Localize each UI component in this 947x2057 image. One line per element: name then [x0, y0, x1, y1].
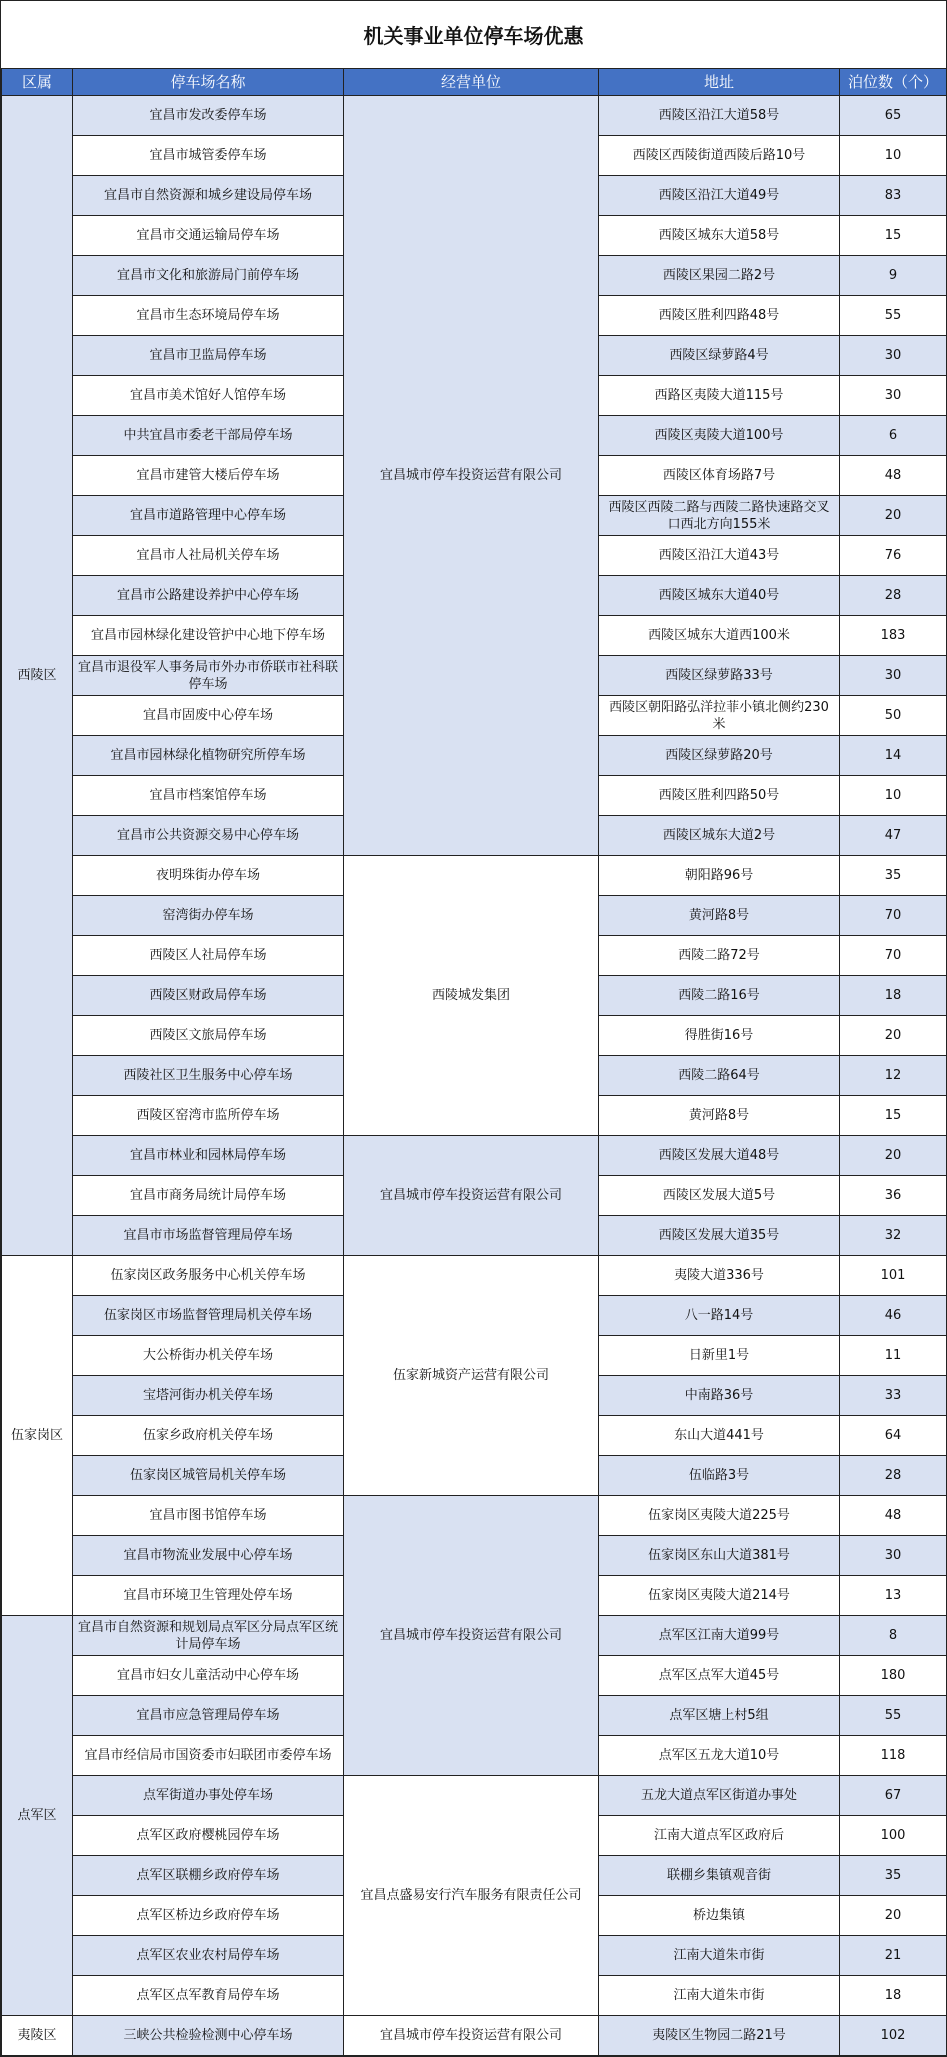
- spaces-cell: 180: [840, 1656, 947, 1696]
- spaces-cell: 55: [840, 1696, 947, 1736]
- address-cell: 西陵区发展大道35号: [599, 1216, 840, 1256]
- lot-name-cell: 宜昌市园林绿化建设管护中心地下停车场: [73, 616, 344, 656]
- address-cell: 西陵二路16号: [599, 976, 840, 1016]
- district-cell: 点军区: [2, 1616, 73, 2016]
- lot-name-cell: 宜昌市妇女儿童活动中心停车场: [73, 1656, 344, 1696]
- address-cell: 西陵区绿萝路33号: [599, 656, 840, 696]
- lot-name-cell: 伍家岗区政务服务中心机关停车场: [73, 1256, 344, 1296]
- district-cell: 西陵区: [2, 96, 73, 1256]
- spaces-cell: 50: [840, 696, 947, 736]
- header-address: 地址: [599, 69, 840, 96]
- lot-name-cell: 宜昌市档案馆停车场: [73, 776, 344, 816]
- operator-cell: 伍家新城资产运营有限公司: [344, 1256, 599, 1496]
- spaces-cell: 28: [840, 1456, 947, 1496]
- address-cell: 桥边集镇: [599, 1896, 840, 1936]
- spaces-cell: 102: [840, 2016, 947, 2056]
- lot-name-cell: 宜昌市退役军人事务局市外办市侨联市社科联停车场: [73, 656, 344, 696]
- spaces-cell: 30: [840, 336, 947, 376]
- address-cell: 西陵区西陵街道西陵后路10号: [599, 136, 840, 176]
- lot-name-cell: 窑湾街办停车场: [73, 896, 344, 936]
- address-cell: 西陵区城东大道2号: [599, 816, 840, 856]
- table-row: [2, 856, 947, 896]
- lot-name-cell: 宜昌市文化和旅游局门前停车场: [73, 256, 344, 296]
- address-cell: 点军区江南大道99号: [599, 1616, 840, 1656]
- lot-name-cell: 宜昌市卫监局停车场: [73, 336, 344, 376]
- address-cell: 江南大道朱市街: [599, 1936, 840, 1976]
- spaces-cell: 46: [840, 1296, 947, 1336]
- address-cell: 西陵区沿江大道49号: [599, 176, 840, 216]
- address-cell: 西陵二路72号: [599, 936, 840, 976]
- spaces-cell: 101: [840, 1256, 947, 1296]
- spaces-cell: 20: [840, 496, 947, 536]
- address-cell: 八一路14号: [599, 1296, 840, 1336]
- spaces-cell: 10: [840, 776, 947, 816]
- address-cell: 点军区五龙大道10号: [599, 1736, 840, 1776]
- address-cell: 西路区夷陵大道115号: [599, 376, 840, 416]
- lot-name-cell: 西陵社区卫生服务中心停车场: [73, 1056, 344, 1096]
- page-title: 机关事业单位停车场优惠: [1, 1, 946, 69]
- lot-name-cell: 宜昌市公共资源交易中心停车场: [73, 816, 344, 856]
- spaces-cell: 36: [840, 1176, 947, 1216]
- spaces-cell: 18: [840, 976, 947, 1016]
- spaces-cell: 32: [840, 1216, 947, 1256]
- header-district: 区属: [2, 69, 73, 96]
- address-cell: 点军区塘上村5组: [599, 1696, 840, 1736]
- lot-name-cell: 宜昌市固废中心停车场: [73, 696, 344, 736]
- address-cell: 黄河路8号: [599, 1096, 840, 1136]
- header-spaces: 泊位数（个）: [840, 69, 947, 96]
- address-cell: 西陵区夷陵大道100号: [599, 416, 840, 456]
- operator-cell: 西陵城发集团: [344, 856, 599, 1136]
- address-cell: 夷陵区生物园二路21号: [599, 2016, 840, 2056]
- operator-cell: 宜昌城市停车投资运营有限公司: [344, 1136, 599, 1256]
- lot-name-cell: 宜昌市应急管理局停车场: [73, 1696, 344, 1736]
- operator-cell: 宜昌城市停车投资运营有限公司: [344, 1496, 599, 1776]
- header-operator: 经营单位: [344, 69, 599, 96]
- lot-name-cell: 宜昌市公路建设养护中心停车场: [73, 576, 344, 616]
- spaces-cell: 83: [840, 176, 947, 216]
- spaces-cell: 12: [840, 1056, 947, 1096]
- spaces-cell: 100: [840, 1816, 947, 1856]
- lot-name-cell: 宜昌市人社局机关停车场: [73, 536, 344, 576]
- spaces-cell: 15: [840, 1096, 947, 1136]
- spaces-cell: 48: [840, 456, 947, 496]
- lot-name-cell: 宜昌市建管大楼后停车场: [73, 456, 344, 496]
- spaces-cell: 13: [840, 1576, 947, 1616]
- lot-name-cell: 宜昌市市场监督管理局停车场: [73, 1216, 344, 1256]
- address-cell: 东山大道441号: [599, 1416, 840, 1456]
- address-cell: 伍家岗区东山大道381号: [599, 1536, 840, 1576]
- lot-name-cell: 宜昌市林业和园林局停车场: [73, 1136, 344, 1176]
- address-cell: 西陵区西陵二路与西陵二路快速路交叉口西北方向155米: [599, 496, 840, 536]
- address-cell: 西陵区朝阳路弘洋拉菲小镇北侧约230米: [599, 696, 840, 736]
- spaces-cell: 48: [840, 1496, 947, 1536]
- lot-name-cell: 西陵区人社局停车场: [73, 936, 344, 976]
- address-cell: 西陵区发展大道48号: [599, 1136, 840, 1176]
- spaces-cell: 6: [840, 416, 947, 456]
- lot-name-cell: 点军区农业农村局停车场: [73, 1936, 344, 1976]
- address-cell: 黄河路8号: [599, 896, 840, 936]
- lot-name-cell: 宜昌市图书馆停车场: [73, 1496, 344, 1536]
- address-cell: 西陵区绿萝路4号: [599, 336, 840, 376]
- address-cell: 西陵区城东大道58号: [599, 216, 840, 256]
- header-row: [2, 69, 947, 96]
- lot-name-cell: 宜昌市交通运输局停车场: [73, 216, 344, 256]
- spaces-cell: 30: [840, 376, 947, 416]
- parking-table: [1, 69, 947, 2056]
- spaces-cell: 30: [840, 656, 947, 696]
- lot-name-cell: 宜昌市道路管理中心停车场: [73, 496, 344, 536]
- table-row: [2, 2016, 947, 2056]
- table-row: [2, 96, 947, 136]
- address-cell: 西陵二路64号: [599, 1056, 840, 1096]
- lot-name-cell: 西陵区财政局停车场: [73, 976, 344, 1016]
- spaces-cell: 183: [840, 616, 947, 656]
- address-cell: 西陵区胜利四路48号: [599, 296, 840, 336]
- table-body: [2, 96, 947, 2056]
- header-lot-name: 停车场名称: [73, 69, 344, 96]
- address-cell: 西陵区沿江大道58号: [599, 96, 840, 136]
- spaces-cell: 67: [840, 1776, 947, 1816]
- lot-name-cell: 宝塔河街办机关停车场: [73, 1376, 344, 1416]
- address-cell: 西陵区城东大道40号: [599, 576, 840, 616]
- lot-name-cell: 点军区点军教育局停车场: [73, 1976, 344, 2016]
- lot-name-cell: 宜昌市经信局市国资委市妇联团市委停车场: [73, 1736, 344, 1776]
- table-row: [2, 1256, 947, 1296]
- lot-name-cell: 宜昌市自然资源和规划局点军区分局点军区统计局停车场: [73, 1616, 344, 1656]
- address-cell: 伍家岗区夷陵大道214号: [599, 1576, 840, 1616]
- address-cell: 中南路36号: [599, 1376, 840, 1416]
- lot-name-cell: 伍家岗区市场监督管理局机关停车场: [73, 1296, 344, 1336]
- lot-name-cell: 宜昌市自然资源和城乡建设局停车场: [73, 176, 344, 216]
- spaces-cell: 9: [840, 256, 947, 296]
- operator-cell: 宜昌城市停车投资运营有限公司: [344, 2016, 599, 2056]
- lot-name-cell: 点军街道办事处停车场: [73, 1776, 344, 1816]
- spaces-cell: 20: [840, 1136, 947, 1176]
- spaces-cell: 55: [840, 296, 947, 336]
- address-cell: 五龙大道点军区街道办事处: [599, 1776, 840, 1816]
- spaces-cell: 21: [840, 1936, 947, 1976]
- spaces-cell: 14: [840, 736, 947, 776]
- lot-name-cell: 西陵区窑湾市监所停车场: [73, 1096, 344, 1136]
- spaces-cell: 18: [840, 1976, 947, 2016]
- lot-name-cell: 宜昌市发改委停车场: [73, 96, 344, 136]
- lot-name-cell: 三峡公共检验检测中心停车场: [73, 2016, 344, 2056]
- operator-cell: 宜昌城市停车投资运营有限公司: [344, 96, 599, 856]
- lot-name-cell: 夜明珠街办停车场: [73, 856, 344, 896]
- lot-name-cell: 宜昌市商务局统计局停车场: [73, 1176, 344, 1216]
- spaces-cell: 28: [840, 576, 947, 616]
- district-cell: 伍家岗区: [2, 1256, 73, 1616]
- address-cell: 西陵区体育场路7号: [599, 456, 840, 496]
- lot-name-cell: 宜昌市城管委停车场: [73, 136, 344, 176]
- address-cell: 联棚乡集镇观音街: [599, 1856, 840, 1896]
- lot-name-cell: 宜昌市园林绿化植物研究所停车场: [73, 736, 344, 776]
- lot-name-cell: 中共宜昌市委老干部局停车场: [73, 416, 344, 456]
- lot-name-cell: 西陵区文旅局停车场: [73, 1016, 344, 1056]
- lot-name-cell: 点军区政府樱桃园停车场: [73, 1816, 344, 1856]
- district-cell: 夷陵区: [2, 2016, 73, 2056]
- lot-name-cell: 宜昌市环境卫生管理处停车场: [73, 1576, 344, 1616]
- address-cell: 伍临路3号: [599, 1456, 840, 1496]
- spaces-cell: 64: [840, 1416, 947, 1456]
- address-cell: 朝阳路96号: [599, 856, 840, 896]
- spaces-cell: 11: [840, 1336, 947, 1376]
- lot-name-cell: 点军区桥边乡政府停车场: [73, 1896, 344, 1936]
- spaces-cell: 118: [840, 1736, 947, 1776]
- spaces-cell: 35: [840, 1856, 947, 1896]
- address-cell: 点军区点军大道45号: [599, 1656, 840, 1696]
- spaces-cell: 10: [840, 136, 947, 176]
- lot-name-cell: 宜昌市美术馆好人馆停车场: [73, 376, 344, 416]
- lot-name-cell: 大公桥街办机关停车场: [73, 1336, 344, 1376]
- lot-name-cell: 点军区联棚乡政府停车场: [73, 1856, 344, 1896]
- lot-name-cell: 伍家岗区城管局机关停车场: [73, 1456, 344, 1496]
- lot-name-cell: 宜昌市物流业发展中心停车场: [73, 1536, 344, 1576]
- address-cell: 日新里1号: [599, 1336, 840, 1376]
- address-cell: 西陵区果园二路2号: [599, 256, 840, 296]
- address-cell: 江南大道点军区政府后: [599, 1816, 840, 1856]
- spaces-cell: 30: [840, 1536, 947, 1576]
- operator-cell: 宜昌点盛易安行汽车服务有限责任公司: [344, 1776, 599, 2016]
- table-row: [2, 1776, 947, 1816]
- address-cell: 江南大道朱市街: [599, 1976, 840, 2016]
- spaces-cell: 65: [840, 96, 947, 136]
- spaces-cell: 70: [840, 936, 947, 976]
- spaces-cell: 15: [840, 216, 947, 256]
- address-cell: 伍家岗区夷陵大道225号: [599, 1496, 840, 1536]
- spaces-cell: 33: [840, 1376, 947, 1416]
- address-cell: 西陵区沿江大道43号: [599, 536, 840, 576]
- spaces-cell: 70: [840, 896, 947, 936]
- lot-name-cell: 伍家乡政府机关停车场: [73, 1416, 344, 1456]
- spaces-cell: 76: [840, 536, 947, 576]
- lot-name-cell: 宜昌市生态环境局停车场: [73, 296, 344, 336]
- spaces-cell: 20: [840, 1016, 947, 1056]
- table-row: [2, 1496, 947, 1536]
- spaces-cell: 35: [840, 856, 947, 896]
- spaces-cell: 47: [840, 816, 947, 856]
- spaces-cell: 8: [840, 1616, 947, 1656]
- address-cell: 夷陵大道336号: [599, 1256, 840, 1296]
- address-cell: 西陵区胜利四路50号: [599, 776, 840, 816]
- table-row: [2, 1136, 947, 1176]
- address-cell: 得胜街16号: [599, 1016, 840, 1056]
- address-cell: 西陵区城东大道西100米: [599, 616, 840, 656]
- address-cell: 西陵区发展大道5号: [599, 1176, 840, 1216]
- spaces-cell: 20: [840, 1896, 947, 1936]
- address-cell: 西陵区绿萝路20号: [599, 736, 840, 776]
